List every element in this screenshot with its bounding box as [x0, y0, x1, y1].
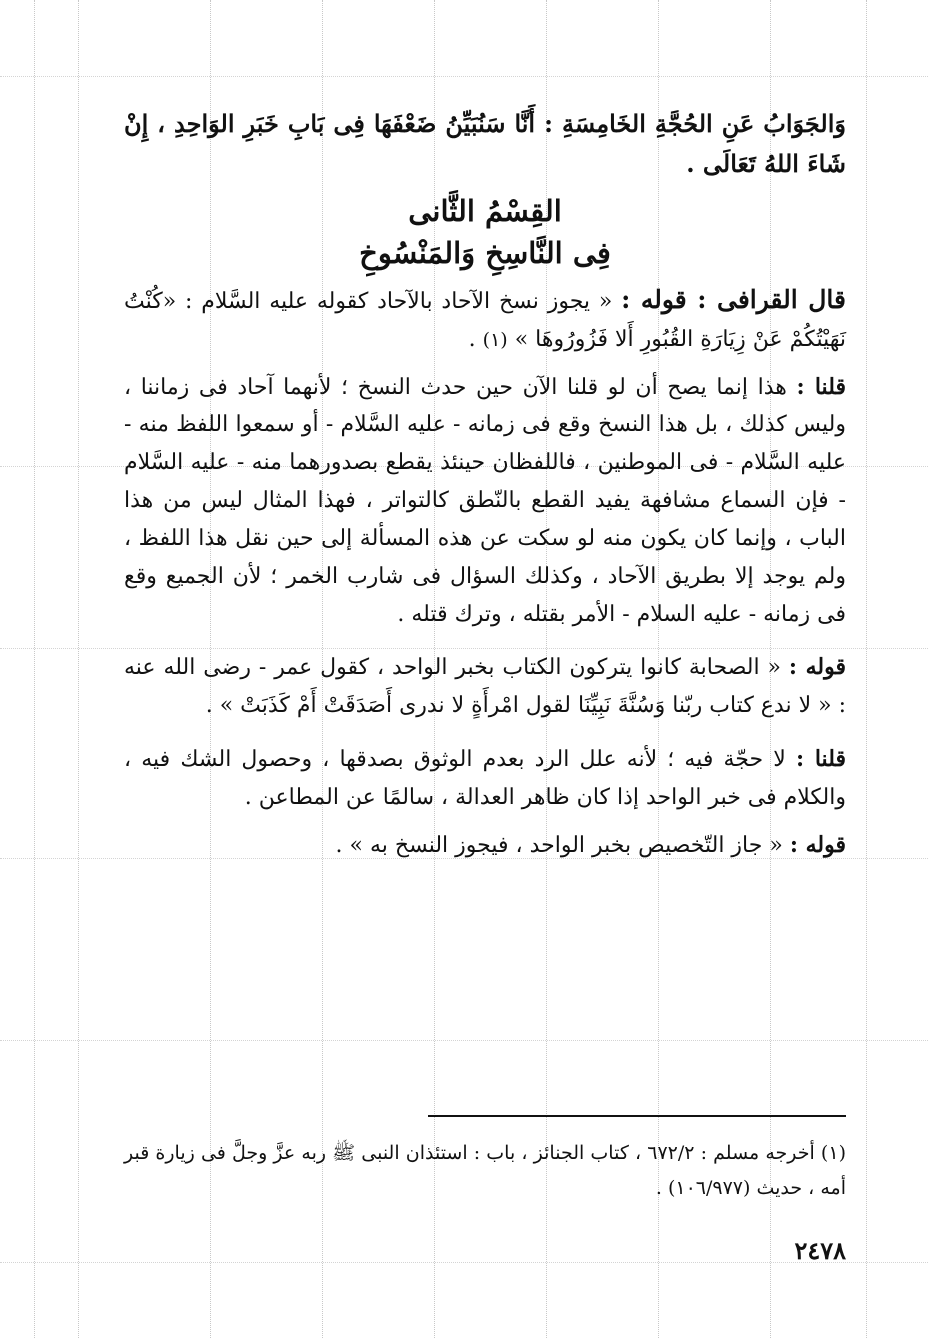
paragraph-text: هذا إنما يصح أن لو قلنا الآن حين حدث النسخ ؛ لأنهما آحاد فى زماننا ، وليس كذلك ، بل هذا النسخ وقع فى زمانه - عليه السَّلام - أو سمعوا اللفظ منه - عليه السَّلام - فى الموطنين ، فاللفظان حينئذ يقطع بصدورهما منه - عليه السَّلام - فإن السماع مشافهة يفيد القطع بالنّطق كالتواتر ، فهذا المثال ليس من هذا الباب ، وإنما كان يكون منه لو سكت عن هذه المسألة إلى حين نقل هذا اللفظ ، ولم يوجد إلا بطريق الآحاد ، وكذلك السؤال فى شارب الخمر ؛ لأن الجميع وقع فى زمانه - عليه السلام - الأمر بقتله ، وترك قتله . — [124, 374, 846, 627]
intro-paragraph: وَالجَوَابُ عَنِ الحُجَّةِ الخَامِسَةِ : أَنَّا سَنُبَيِّنُ ضَعْفَهَا فِى بَابِ خَبَرِ الوَاحِدِ ، إِنْ شَاءَ اللهُ تَعَالَى . — [124, 109, 846, 178]
page-body — [124, 104, 846, 865]
paragraph-quote-2 — [124, 649, 846, 725]
speaker-label: قلنا : — [795, 746, 846, 773]
paragraph-text: « جاز التّخصيص بخبر الواحد ، فيجوز النسخ به » . — [335, 832, 783, 858]
speaker-label: قلنا : — [796, 373, 846, 400]
footnote-divider — [428, 1115, 846, 1117]
footnote: (١) أخرجه مسلم : ٦٧٢/٢ ، كتاب الجنائز ، باب : استئذان النبى ﷺ ربه عزَّ وجلَّ فى زيارة قبر أمه ، حديث (١٠٦/٩٧٧) . — [124, 1142, 846, 1200]
speaker-label: قوله : — [788, 654, 846, 681]
paragraph-reply-2 — [124, 741, 846, 817]
paragraph-text: « الصحابة كانوا يتركون الكتاب بخبر الواحد ، كقول عمر - رضى الله عنه : « لا ندع كتاب ربّنا وَسُنَّةَ نَبِيِّنَا لقول امْرأَةٍ لا ندرى أَصَدَقَتْ أَمْ كَذَبَتْ » . — [124, 655, 846, 719]
paragraph-text: لا حجّة فيه ؛ لأنه علل الرد بعدم الوثوق بصدقها ، وحصول الشك فيه ، والكلام فى خبر الواحد إذا كان ظاهر العدالة ، سالمًا عن المطاعن . — [124, 747, 846, 810]
paragraph-text: « يجوز نسخ الآحاد بالآحاد كقوله عليه السَّلام : «كُنْتُ نَهَيْتُكُمْ عَنْ زِيَارَةِ القُبُورِ أَلا فَزُورُوهَا » — [124, 288, 846, 352]
paragraph-quote-3 — [124, 827, 846, 865]
section-subtitle: فِى النَّاسِخِ وَالمَنْسُوخِ — [359, 235, 611, 270]
paragraph-reply-1 — [124, 369, 846, 634]
speaker-label: قال القرافى : قوله : — [621, 284, 846, 314]
speaker-label: قوله : — [789, 831, 846, 858]
paragraph-end: . — [468, 326, 476, 352]
section-title: القِسْمُ الثَّانى — [408, 193, 562, 228]
paragraph-qarafi — [124, 278, 846, 359]
page-number: ٢٤٧٨ — [794, 1236, 846, 1265]
footnote-ref: (١) — [482, 328, 508, 351]
